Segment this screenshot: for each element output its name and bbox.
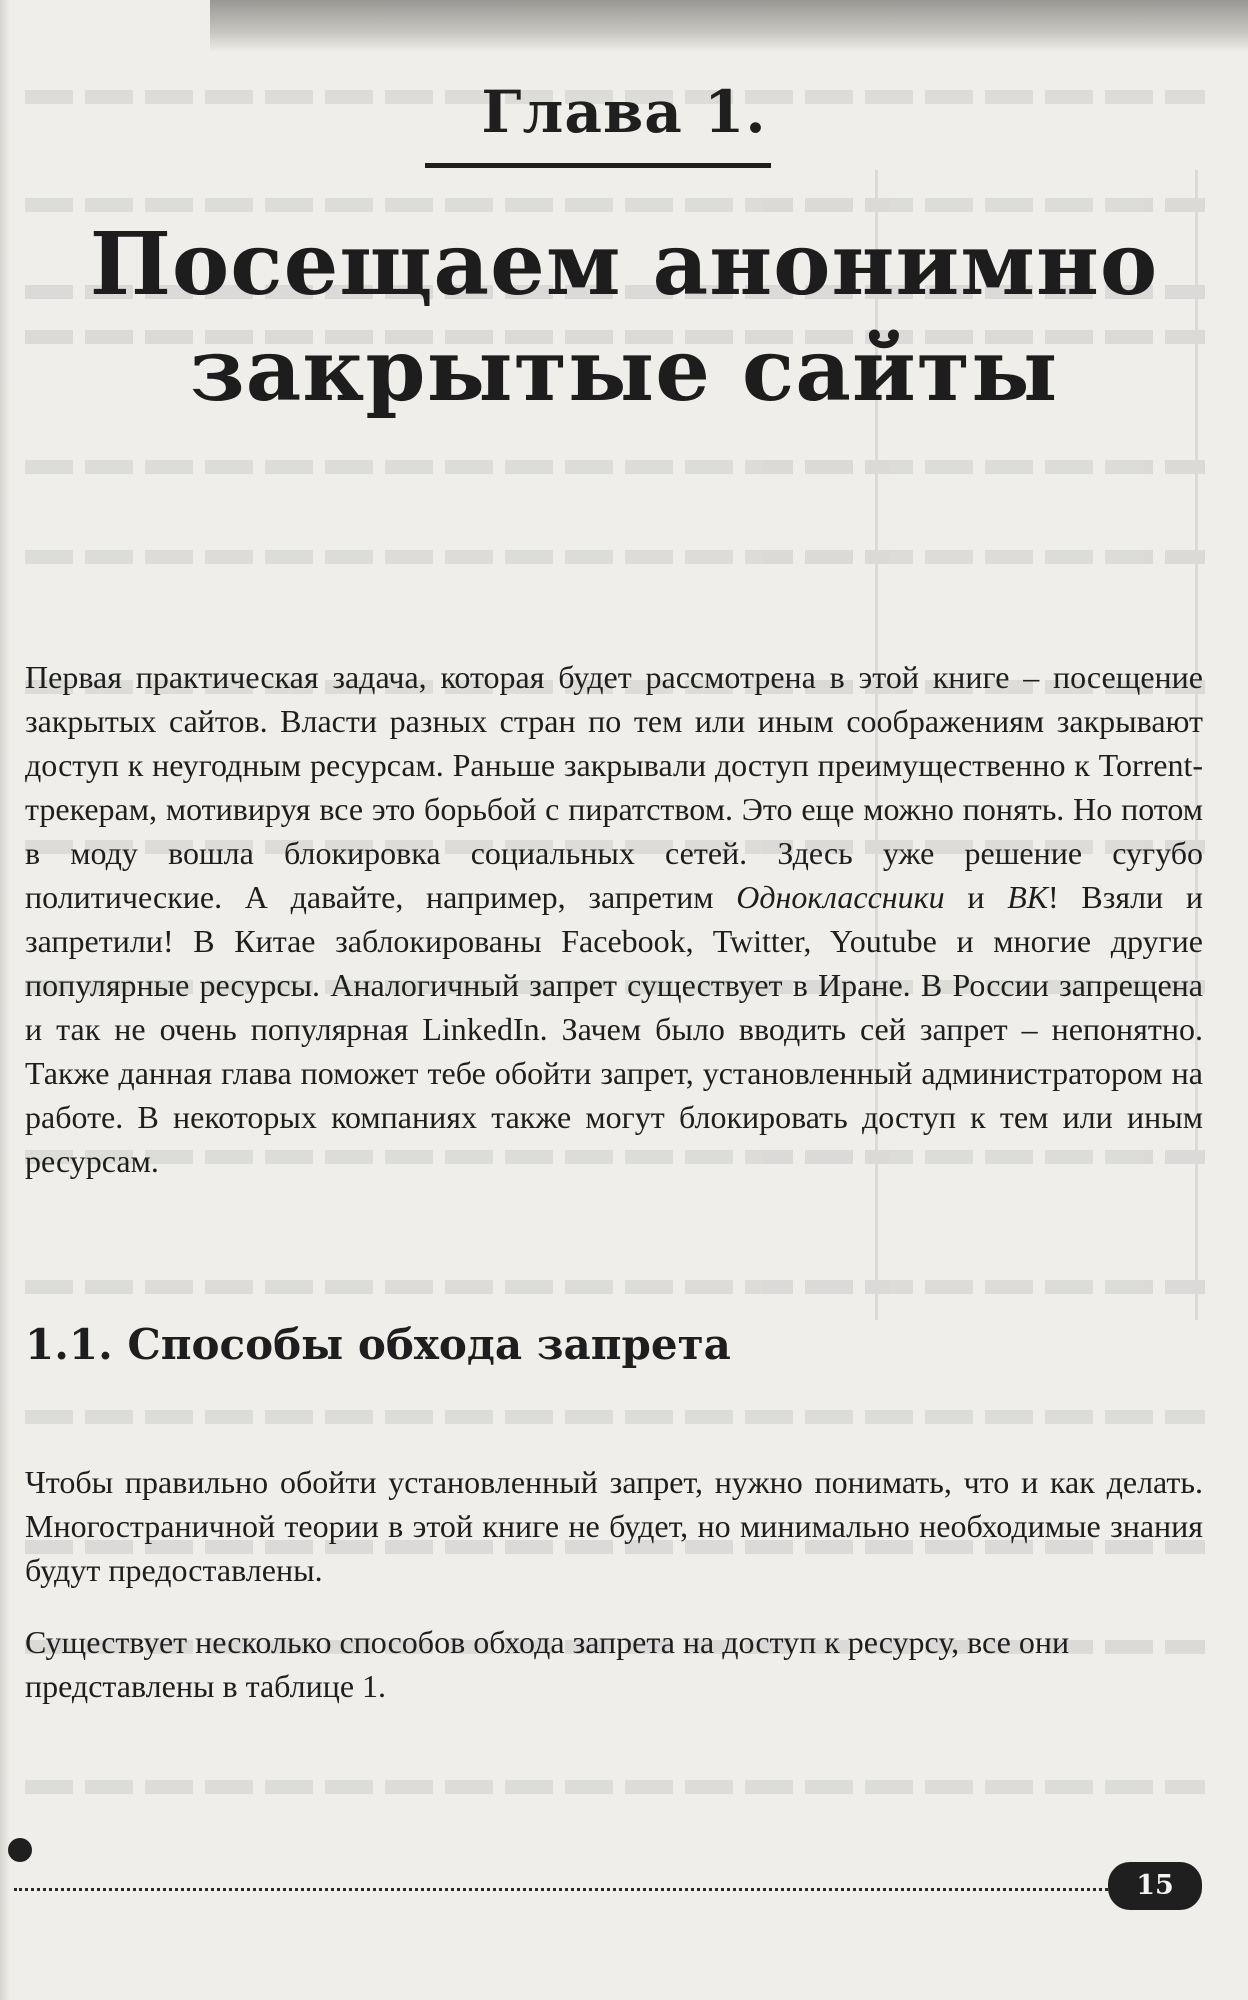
footer-bullet <box>8 1838 32 1862</box>
section-paragraph-1: Чтобы правильно обойти установленный запрет, нужно понимать, что и как делать. Многостраничной теории в этой книге не будет, но минимально необходимые знания будут предоставлены. <box>25 1464 1203 1588</box>
scan-shadow <box>210 0 1248 52</box>
intro-text-1: Первая практическая задача, которая будет рассмотрена в этой книге – посещение закрытых сайтов. Власти разных стран по тем или иным соображениям закрывают доступ к неугодным ресурсам. Раньше закрывали доступ преимущественно к Torrent-трекерам, мотивируя все это борьбой с пиратством. Это еще можно понять. Но потом в моду вошла блокировка социальных сетей. Здесь уже решение сугубо политические. А давайте, например, запретим <box>25 659 1203 915</box>
intro-conjunction: и <box>944 879 1008 915</box>
section-paragraph-2: Существует несколько способов обхода запрета на доступ к ресурсу, все они представлены в таблице 1. <box>25 1624 1070 1704</box>
chapter-title-line-2: закрытые сайты <box>189 320 1059 421</box>
page-number-badge: 15 <box>1108 1862 1202 1910</box>
chapter-underline <box>425 163 771 168</box>
chapter-title <box>0 212 1248 424</box>
footer-dotted-rule <box>14 1888 1114 1891</box>
intro-italic-odnoklassniki: Одноклассники <box>736 879 945 915</box>
section-heading: 1.1. Способы обхода запрета <box>25 1320 731 1369</box>
intro-text-2: ! Взяли и запретили! В Китае заблокированы Facebook, Twitter, Youtube и многие другие популярные ресурсы. Аналогичный запрет существует в Иране. В России запрещена и так не очень популярная LinkedIn. Зачем было вводить сей запрет – непонятно. Также данная глава поможет тебе обойти запрет, установленный администратором на работе. В некоторых компаниях также могут блокировать доступ к тем или иным ресурсам. <box>25 879 1204 1179</box>
intro-paragraph <box>25 655 1203 1183</box>
chapter-title-line-1: Посещаем анонимно <box>89 214 1159 315</box>
chapter-label: Глава 1. <box>481 78 767 146</box>
intro-italic-vk: ВК <box>1007 879 1048 915</box>
